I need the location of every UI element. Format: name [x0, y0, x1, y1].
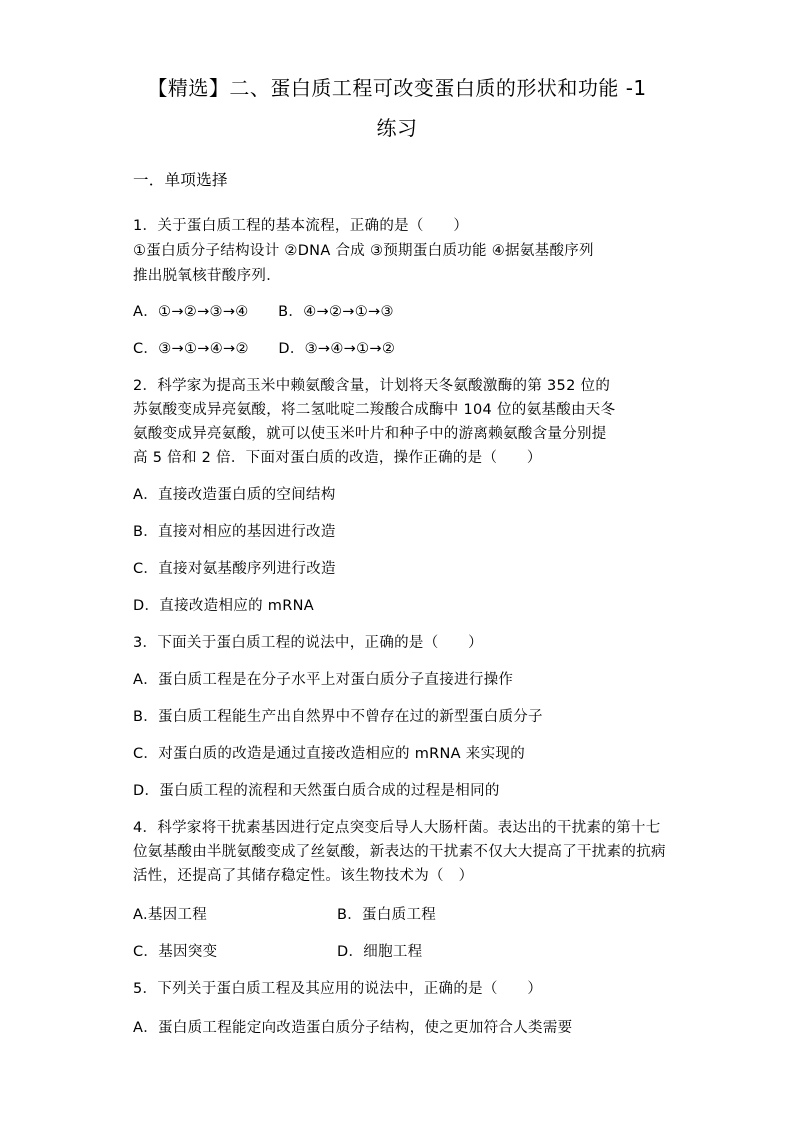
question-2-option-a: A．直接改造蛋白质的空间结构	[133, 487, 336, 503]
question-2-stem-2: 苏氨酸变成异亮氨酸，将二氢吡啶二羧酸合成酶中 104 位的氨基酸由天冬	[133, 402, 616, 418]
question-3-stem: 3．下面关于蛋白质工程的说法中，正确的是（ ）	[133, 635, 483, 651]
question-3-option-d: D．蛋白质工程的流程和天然蛋白质合成的过程是相同的	[133, 783, 500, 799]
question-4-option-d: D．细胞工程	[337, 944, 423, 960]
question-3-option-b: B．蛋白质工程能生产出自然界中不曾存在过的新型蛋白质分子	[133, 709, 543, 725]
title-line-1: 【精选】二、蛋白质工程可改变蛋白质的形状和功能 -1	[147, 76, 647, 100]
section-heading: 一．单项选择	[133, 171, 228, 189]
question-5-option-a: A．蛋白质工程能定向改造蛋白质分子结构，使之更加符合人类需要	[133, 1020, 573, 1036]
question-4-stem-3: 活性，还提高了其储存稳定性。该生物技术为（ ）	[133, 868, 474, 884]
question-2-stem-3: 氨酸变成异亮氨酸，就可以使玉米叶片和种子中的游离赖氨酸含量分别提	[133, 426, 607, 442]
question-3-option-a: A．蛋白质工程是在分子水平上对蛋白质分子直接进行操作	[133, 672, 514, 688]
question-2-option-c: C．直接对氨基酸序列进行改造	[133, 561, 336, 577]
question-4-stem-2: 位氨基酸由半胱氨酸变成了丝氨酸，新表达的干扰素不仅大大提高了干扰素的抗病	[133, 844, 666, 860]
question-4-stem-1: 4．科学家将干扰素基因进行定点突变后导人大肠杆菌。表达出的干扰素的第十七	[133, 820, 661, 836]
question-3-option-c: C．对蛋白质的改造是通过直接改造相应的 mRNA 来实现的	[133, 746, 526, 762]
question-4-option-a: A.基因工程	[133, 907, 208, 923]
question-4-option-b: B．蛋白质工程	[337, 907, 437, 923]
question-4-option-c: C．基因突变	[133, 944, 218, 960]
question-1-options-ab: A．①→②→③→④ B．④→②→①→③	[133, 304, 394, 320]
question-2-stem-1: 2．科学家为提高玉米中赖氨酸含量，计划将天冬氨酸激酶的第 352 位的	[133, 378, 611, 394]
question-2-stem-4: 高 5 倍和 2 倍．下面对蛋白质的改造，操作正确的是（ ）	[133, 450, 542, 466]
question-5-stem: 5．下列关于蛋白质工程及其应用的说法中，正确的是（ ）	[133, 981, 543, 997]
question-2-option-b: B．直接对相应的基因进行改造	[133, 524, 336, 540]
title-line-2: 练习	[376, 116, 418, 140]
question-2-option-d: D．直接改造相应的 mRNA	[133, 598, 314, 614]
question-1-stem: 1．关于蛋白质工程的基本流程，正确的是（ ）	[133, 218, 469, 234]
question-1-options-cd: C．③→①→④→② D．③→④→①→②	[133, 341, 396, 357]
question-1-items-cont: 推出脱氧核苷酸序列．	[133, 268, 281, 284]
question-1-items: ①蛋白质分子结构设计 ②DNA 合成 ③预期蛋白质功能 ④据氨基酸序列	[133, 243, 594, 259]
